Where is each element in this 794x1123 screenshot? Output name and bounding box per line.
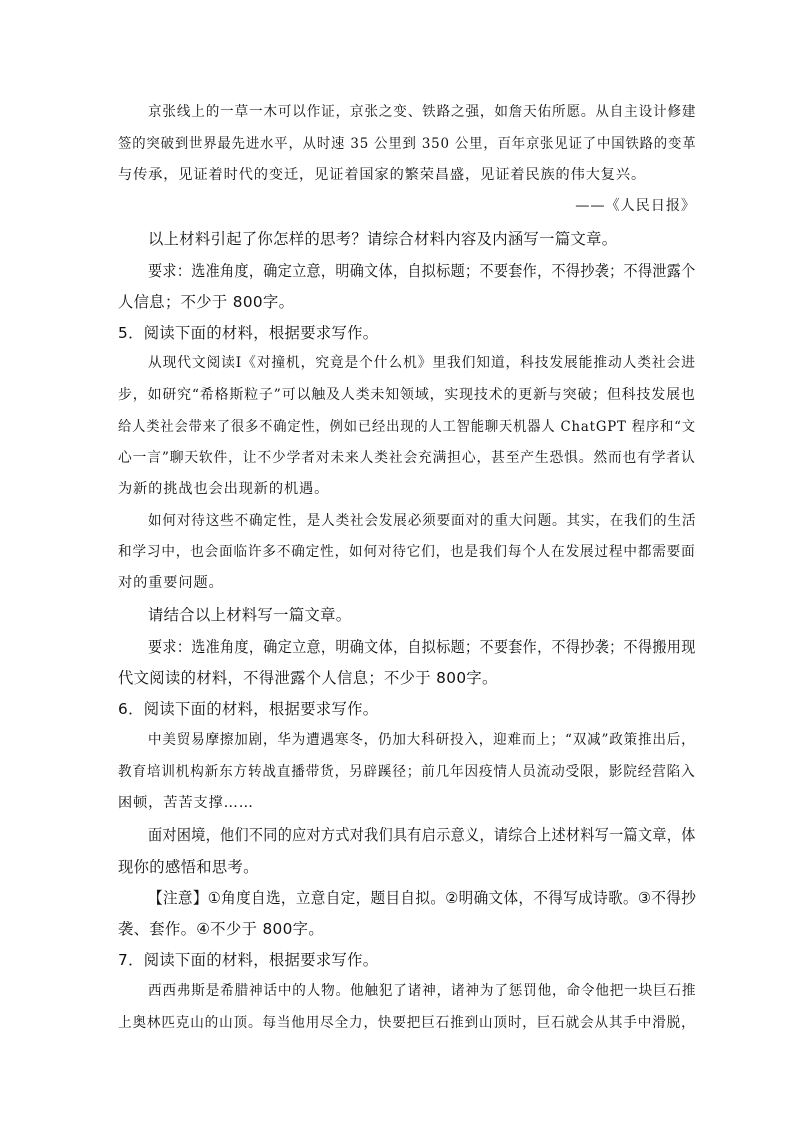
- question-6-heading: 6．阅读下面的材料，根据要求写作。: [118, 700, 379, 718]
- material-5b-line-1: 如何对待这些不确定性，是人类社会发展必须要面对的重大问题。其实，在我们的生活: [148, 513, 697, 529]
- note-6-line-2: 袭、套作。④不少于 800字。: [118, 920, 324, 938]
- material-5a-line-5: 为新的挑战也会出现新的机遇。: [118, 481, 330, 497]
- material-7-line-2: 上奥林匹克山的山顶。每当他用尽全力，快要把巨石推到山顶时，巨石就会从其手中滑脱，: [118, 1015, 696, 1031]
- material-5b-line-3: 对的重要问题。: [118, 575, 224, 591]
- material-5b-line-2: 和学习中，也会面临许多不确定性，如何对待它们，也是我们每个人在发展过程中都需要面: [118, 544, 696, 560]
- note-6-line-1: 【注意】①角度自选，立意自定，题目自拟。②明确文体，不得写成诗歌。③不得抄: [148, 889, 697, 907]
- material-5a-line-3: 给人类社会带来了很多不确定性，例如已经出现的人工智能聊天机器人 ChatGPT 程序和“文: [118, 419, 696, 435]
- requirement-4-line-1: 要求：选准角度，确定立意，明确文体，自拟标题；不要套作，不得抄袭；不得泄露个: [148, 262, 696, 280]
- prompt-5: 请结合以上材料写一篇文章。: [148, 606, 352, 624]
- requirement-4-line-2: 人信息；不少于 800字。: [118, 293, 295, 311]
- material-6-line-1: 中美贸易摩擦加剧，华为遭遇寒冬，仍加大科研投入，迎难而上；“双减”政策推出后，: [148, 732, 696, 748]
- material-6-line-2: 教育培训机构新东方转战直播带货，另辟蹊径；前几年因疫情人员流动受限，影院经营陷入: [118, 764, 696, 780]
- material-7-line-1: 西西弗斯是希腊神话中的人物。他触犯了诸神，诸神为了惩罚他，命令他把一块巨石推: [148, 983, 697, 999]
- material-5a-line-2: 步，如研究“希格斯粒子”可以触及人类未知领域，实现技术的更新与突破；但科技发展也: [118, 387, 696, 403]
- requirement-5-line-1: 要求：选准角度，确定立意，明确文体，自拟标题；不要套作，不得抄袭；不得搬用现: [148, 638, 696, 656]
- requirement-5-line-2: 代文阅读的材料，不得泄露个人信息；不少于 800字。: [118, 669, 498, 687]
- material-4-line-1: 京张线上的一草一木可以作证，京张之变、铁路之强，如詹天佑所愿。从自主设计修建: [148, 104, 697, 120]
- prompt-6-line-2: 现你的感悟和思考。: [118, 858, 259, 876]
- prompt-6-line-1: 面对困境，他们不同的应对方式对我们具有启示意义，请综合上述材料写一篇文章，体: [148, 826, 696, 844]
- material-5a-line-1: 从现代文阅读Ⅰ《对撞机，究竟是个什么机》里我们知道，科技发展能推动人类社会进: [148, 355, 696, 371]
- question-5-heading: 5．阅读下面的材料，根据要求写作。: [118, 324, 379, 342]
- prompt-4: 以上材料引起了你怎样的思考？请综合材料内容及内涵写一篇文章。: [148, 230, 618, 248]
- material-5a-line-4: 心一言”聊天软件，让不少学者对未来人类社会充满担心，甚至产生恐惧。然而也有学者认: [118, 450, 696, 466]
- question-7-heading: 7．阅读下面的材料，根据要求写作。: [118, 951, 379, 969]
- material-6-line-3: 困顿，苦苦支撑……: [118, 795, 254, 811]
- material-4-line-3: 与传承，见证着时代的变迁，见证着国家的繁荣昌盛，见证着民族的伟大复兴。: [118, 167, 647, 183]
- material-4-source: ——《人民日报》: [575, 198, 696, 214]
- material-4-line-2: 签的突破到世界最先进水平，从时速 35 公里到 350 公里，百年京张见证了中国铁路的变革: [118, 136, 697, 152]
